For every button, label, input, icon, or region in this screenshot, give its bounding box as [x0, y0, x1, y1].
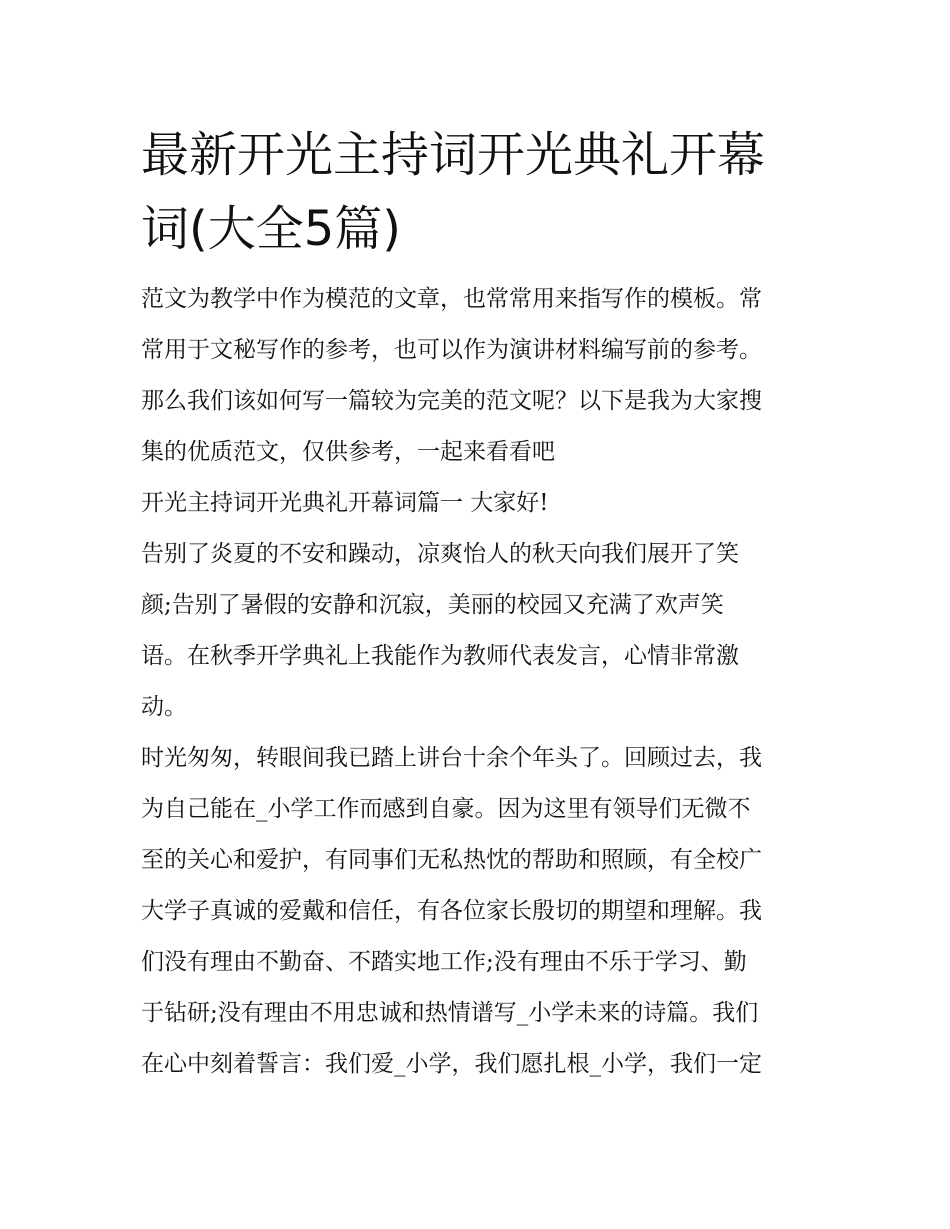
- text-line: 于钻研;没有理由不用忠诚和热情谱写_小学未来的诗篇。我们: [141, 1000, 759, 1026]
- text-line: 开光主持词开光典礼开幕词篇一 大家好!: [141, 490, 549, 516]
- text-line: 集的优质范文，仅供参考，一起来看看吧: [141, 439, 555, 465]
- text-line: 至的关心和爱护，有同事们无私热忱的帮助和照顾，有全校广: [141, 847, 762, 873]
- title-line: 词(大全5篇): [141, 201, 401, 257]
- text-line: 在心中刻着誓言：我们爱_小学，我们愿扎根_小学，我们一定: [141, 1051, 762, 1077]
- body-paragraph-2: [141, 733, 816, 1090]
- text-line: 告别了炎夏的不安和躁动，凉爽怡人的秋天向我们展开了笑: [141, 541, 739, 567]
- text-line: 为自己能在_小学工作而感到自豪。因为这里有领导们无微不: [141, 796, 751, 822]
- title-line: 最新开光主持词开光典礼开幕: [141, 127, 766, 183]
- text-line: 们没有理由不勤奋、不踏实地工作;没有理由不乐于学习、勤: [141, 949, 747, 975]
- document-title: [141, 118, 816, 266]
- text-line: 动。: [141, 694, 187, 720]
- body-paragraph-1: [141, 529, 816, 733]
- text-line: 那么我们该如何写一篇较为完美的范文呢？以下是我为大家搜: [141, 388, 762, 414]
- text-line: 常用于文秘写作的参考，也可以作为演讲材料编写前的参考。: [141, 337, 762, 363]
- document-page: [141, 118, 816, 1090]
- text-line: 时光匆匆，转眼间我已踏上讲台十余个年头了。回顾过去，我: [141, 745, 762, 771]
- text-line: 范文为教学中作为模范的文章，也常常用来指写作的模板。常: [141, 286, 762, 312]
- text-line: 颜;告别了暑假的安静和沉寂，美丽的校园又充满了欢声笑: [141, 592, 724, 618]
- text-line: 语。在秋季开学典礼上我能作为教师代表发言，心情非常激: [141, 643, 739, 669]
- intro-paragraph: [141, 274, 816, 478]
- text-line: 大学子真诚的爱戴和信任，有各位家长殷切的期望和理解。我: [141, 898, 762, 924]
- section-heading: [141, 478, 816, 529]
